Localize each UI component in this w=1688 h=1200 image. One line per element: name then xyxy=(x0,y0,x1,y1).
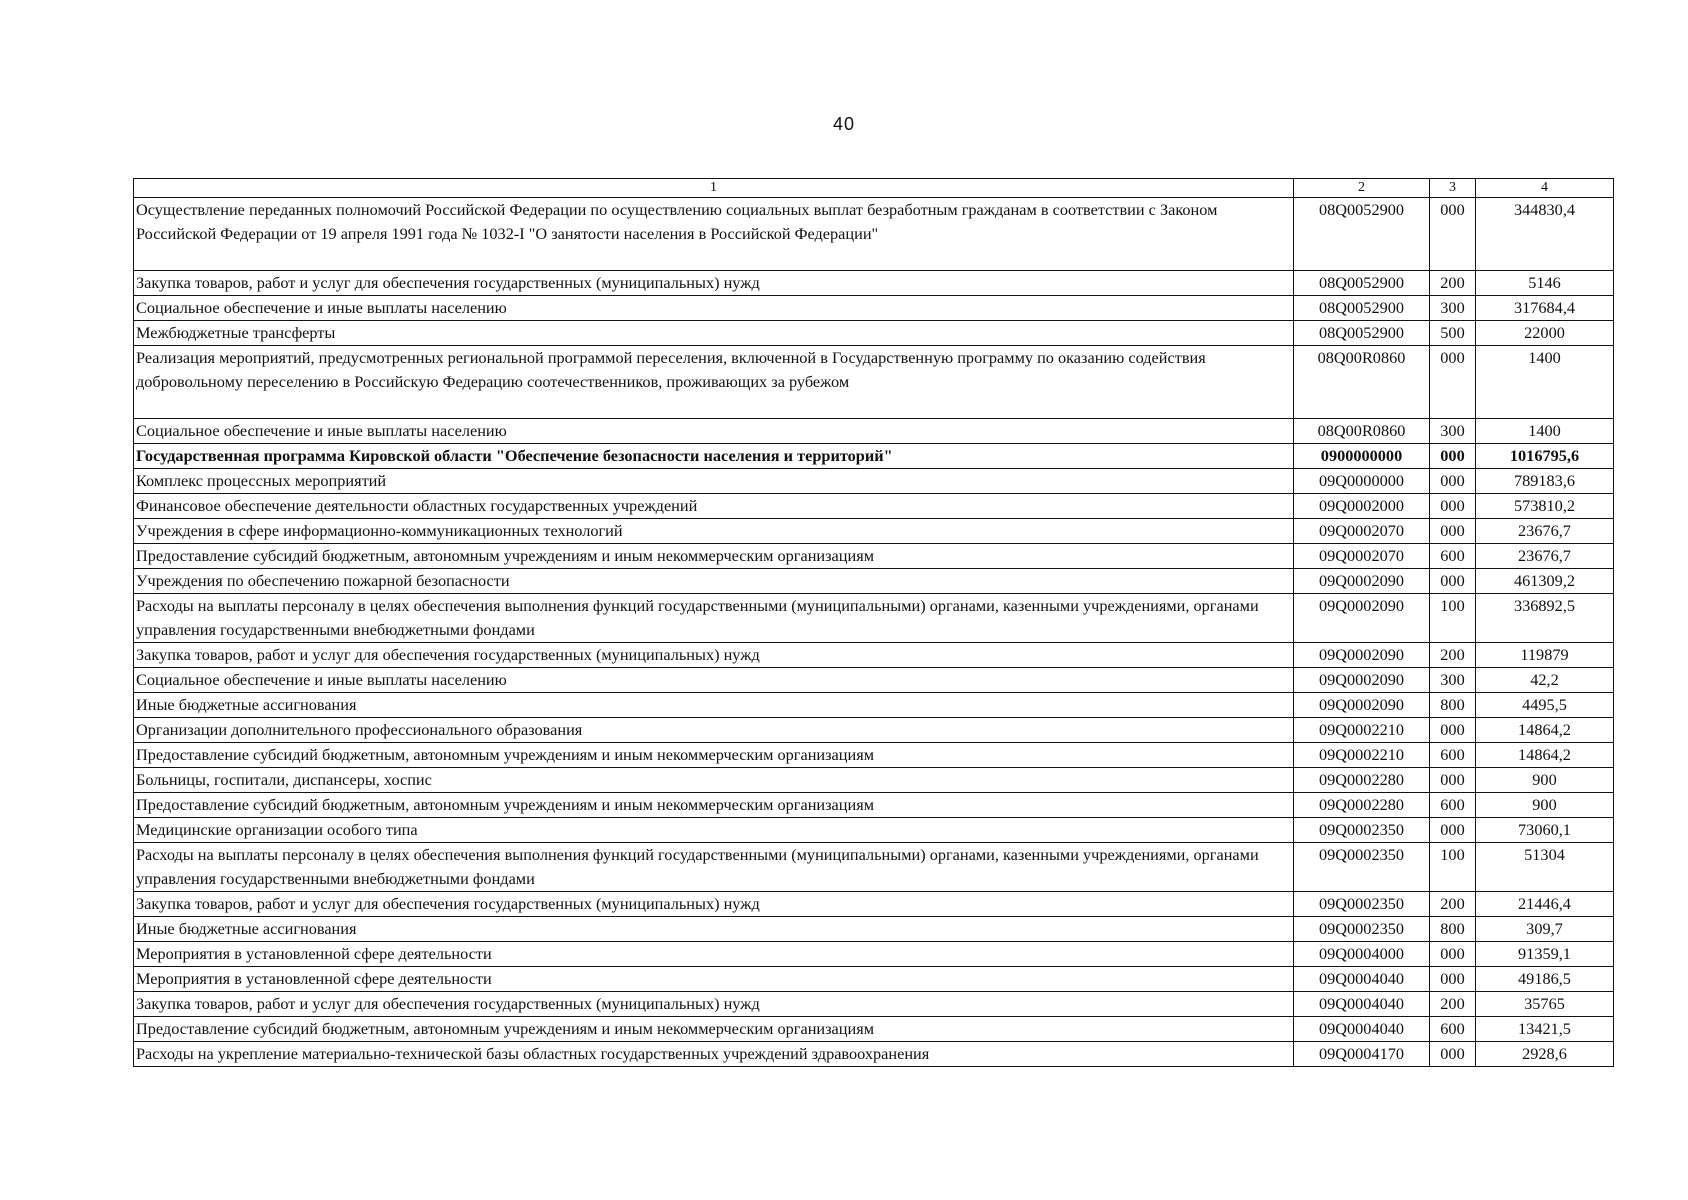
header-cell-2: 2 xyxy=(1294,179,1430,198)
table-row xyxy=(134,668,1614,693)
row-name: Комплекс процессных мероприятий xyxy=(134,469,1294,494)
table-row xyxy=(134,271,1614,296)
row-kind: 300 xyxy=(1430,419,1476,444)
row-name: Предоставление субсидий бюджетным, автономным учреждениям и иным некоммерческим организациям xyxy=(134,743,1294,768)
row-code: 09Q0002280 xyxy=(1294,793,1430,818)
row-amount: 91359,1 xyxy=(1476,942,1614,967)
page-number: 40 xyxy=(832,114,856,134)
row-name: Расходы на выплаты персоналу в целях обеспечения выполнения функций государственными (муниципальными) органами, казенными учреждениями, органами управления государственными внебюджетными фондами xyxy=(134,843,1294,892)
row-kind: 000 xyxy=(1430,519,1476,544)
table-row xyxy=(134,917,1614,942)
table-row xyxy=(134,444,1614,469)
row-name: Социальное обеспечение и иные выплаты населению xyxy=(134,296,1294,321)
row-amount: 51304 xyxy=(1476,843,1614,892)
header-cell-3: 3 xyxy=(1430,179,1476,198)
row-code: 09Q0000000 xyxy=(1294,469,1430,494)
row-kind: 000 xyxy=(1430,494,1476,519)
row-name: Закупка товаров, работ и услуг для обеспечения государственных (муниципальных) нужд xyxy=(134,643,1294,668)
table-row xyxy=(134,321,1614,346)
row-kind: 000 xyxy=(1430,569,1476,594)
row-name: Предоставление субсидий бюджетным, автономным учреждениям и иным некоммерческим организациям xyxy=(134,793,1294,818)
table-row xyxy=(134,643,1614,668)
row-code: 09Q0002090 xyxy=(1294,668,1430,693)
row-amount: 23676,7 xyxy=(1476,544,1614,569)
row-code: 09Q0002350 xyxy=(1294,818,1430,843)
row-amount: 461309,2 xyxy=(1476,569,1614,594)
table-row xyxy=(134,594,1614,643)
row-code: 09Q0004040 xyxy=(1294,1017,1430,1042)
row-code: 09Q0002090 xyxy=(1294,693,1430,718)
row-name: Закупка товаров, работ и услуг для обеспечения государственных (муниципальных) нужд xyxy=(134,271,1294,296)
row-name: Иные бюджетные ассигнования xyxy=(134,693,1294,718)
row-code: 09Q0004170 xyxy=(1294,1042,1430,1067)
row-name: Реализация мероприятий, предусмотренных региональной программой переселения, включенной в Государственную программу по оказанию содействия добровольному переселению в Российскую Федерацию соотечественников, проживающих за рубежом xyxy=(134,346,1294,419)
row-kind: 800 xyxy=(1430,917,1476,942)
row-kind: 000 xyxy=(1430,198,1476,271)
row-code: 09Q0002090 xyxy=(1294,594,1430,643)
row-name: Осуществление переданных полномочий Российской Федерации по осуществлению социальных выплат безработным гражданам в соответствии с Законом Российской Федерации от 19 апреля 1991 года № 1032-I "О занятости населения в Российской Федерации" xyxy=(134,198,1294,271)
table-row xyxy=(134,892,1614,917)
row-name: Межбюджетные трансферты xyxy=(134,321,1294,346)
row-kind: 000 xyxy=(1430,818,1476,843)
row-code: 09Q0002070 xyxy=(1294,519,1430,544)
table-row xyxy=(134,818,1614,843)
row-kind: 200 xyxy=(1430,992,1476,1017)
row-name: Больницы, госпитали, диспансеры, хоспис xyxy=(134,768,1294,793)
row-kind: 000 xyxy=(1430,1042,1476,1067)
row-kind: 000 xyxy=(1430,768,1476,793)
row-kind: 600 xyxy=(1430,1017,1476,1042)
row-kind: 000 xyxy=(1430,942,1476,967)
row-kind: 600 xyxy=(1430,793,1476,818)
table-row xyxy=(134,346,1614,419)
row-name: Социальное обеспечение и иные выплаты населению xyxy=(134,668,1294,693)
table-row xyxy=(134,718,1614,743)
table-row xyxy=(134,544,1614,569)
row-amount: 23676,7 xyxy=(1476,519,1614,544)
row-name: Социальное обеспечение и иные выплаты населению xyxy=(134,419,1294,444)
row-amount: 317684,4 xyxy=(1476,296,1614,321)
row-amount: 1016795,6 xyxy=(1476,444,1614,469)
row-name: Учреждения по обеспечению пожарной безопасности xyxy=(134,569,1294,594)
row-code: 08Q00R0860 xyxy=(1294,346,1430,419)
row-amount: 309,7 xyxy=(1476,917,1614,942)
table-row xyxy=(134,569,1614,594)
row-code: 0900000000 xyxy=(1294,444,1430,469)
row-code: 08Q0052900 xyxy=(1294,321,1430,346)
row-kind: 300 xyxy=(1430,296,1476,321)
table-row xyxy=(134,1042,1614,1067)
row-name: Финансовое обеспечение деятельности областных государственных учреждений xyxy=(134,494,1294,519)
table-row xyxy=(134,843,1614,892)
row-name: Мероприятия в установленной сфере деятельности xyxy=(134,967,1294,992)
row-kind: 200 xyxy=(1430,643,1476,668)
row-amount: 14864,2 xyxy=(1476,718,1614,743)
row-amount: 73060,1 xyxy=(1476,818,1614,843)
row-code: 08Q00R0860 xyxy=(1294,419,1430,444)
table-row xyxy=(134,296,1614,321)
row-code: 09Q0002210 xyxy=(1294,718,1430,743)
row-kind: 000 xyxy=(1430,469,1476,494)
row-name: Учреждения в сфере информационно-коммуникационных технологий xyxy=(134,519,1294,544)
table-row xyxy=(134,519,1614,544)
table-row xyxy=(134,992,1614,1017)
row-amount: 21446,4 xyxy=(1476,892,1614,917)
table-row xyxy=(134,768,1614,793)
budget-table xyxy=(133,178,1614,1067)
row-code: 09Q0002090 xyxy=(1294,643,1430,668)
row-code: 08Q0052900 xyxy=(1294,271,1430,296)
row-kind: 100 xyxy=(1430,594,1476,643)
row-kind: 000 xyxy=(1430,346,1476,419)
row-amount: 22000 xyxy=(1476,321,1614,346)
row-kind: 600 xyxy=(1430,743,1476,768)
header-row xyxy=(134,179,1614,198)
row-code: 09Q0002350 xyxy=(1294,917,1430,942)
row-amount: 42,2 xyxy=(1476,668,1614,693)
row-amount: 14864,2 xyxy=(1476,743,1614,768)
row-name: Предоставление субсидий бюджетным, автономным учреждениям и иным некоммерческим организациям xyxy=(134,1017,1294,1042)
row-name: Организации дополнительного профессионального образования xyxy=(134,718,1294,743)
row-code: 09Q0004000 xyxy=(1294,942,1430,967)
row-code: 09Q0004040 xyxy=(1294,967,1430,992)
row-name: Государственная программа Кировской области "Обеспечение безопасности населения и территорий" xyxy=(134,444,1294,469)
row-name: Медицинские организации особого типа xyxy=(134,818,1294,843)
row-name: Иные бюджетные ассигнования xyxy=(134,917,1294,942)
row-name: Расходы на выплаты персоналу в целях обеспечения выполнения функций государственными (муниципальными) органами, казенными учреждениями, органами управления государственными внебюджетными фондами xyxy=(134,594,1294,643)
table-row xyxy=(134,693,1614,718)
header-cell-4: 4 xyxy=(1476,179,1614,198)
row-kind: 100 xyxy=(1430,843,1476,892)
row-name: Закупка товаров, работ и услуг для обеспечения государственных (муниципальных) нужд xyxy=(134,992,1294,1017)
row-kind: 000 xyxy=(1430,967,1476,992)
row-kind: 600 xyxy=(1430,544,1476,569)
table-row xyxy=(134,743,1614,768)
table-row xyxy=(134,942,1614,967)
row-code: 08Q0052900 xyxy=(1294,198,1430,271)
table-row xyxy=(134,469,1614,494)
row-kind: 300 xyxy=(1430,668,1476,693)
row-kind: 000 xyxy=(1430,444,1476,469)
row-code: 09Q0002280 xyxy=(1294,768,1430,793)
row-kind: 800 xyxy=(1430,693,1476,718)
table-row xyxy=(134,198,1614,271)
row-amount: 900 xyxy=(1476,793,1614,818)
row-amount: 789183,6 xyxy=(1476,469,1614,494)
row-amount: 2928,6 xyxy=(1476,1042,1614,1067)
row-amount: 4495,5 xyxy=(1476,693,1614,718)
row-code: 08Q0052900 xyxy=(1294,296,1430,321)
table-row xyxy=(134,967,1614,992)
row-code: 09Q0004040 xyxy=(1294,992,1430,1017)
table-row xyxy=(134,419,1614,444)
row-code: 09Q0002350 xyxy=(1294,843,1430,892)
table-row xyxy=(134,793,1614,818)
row-amount: 900 xyxy=(1476,768,1614,793)
row-amount: 573810,2 xyxy=(1476,494,1614,519)
row-amount: 5146 xyxy=(1476,271,1614,296)
row-kind: 200 xyxy=(1430,892,1476,917)
row-code: 09Q0002090 xyxy=(1294,569,1430,594)
row-name: Закупка товаров, работ и услуг для обеспечения государственных (муниципальных) нужд xyxy=(134,892,1294,917)
row-amount: 35765 xyxy=(1476,992,1614,1017)
row-name: Мероприятия в установленной сфере деятельности xyxy=(134,942,1294,967)
row-amount: 1400 xyxy=(1476,419,1614,444)
row-amount: 49186,5 xyxy=(1476,967,1614,992)
row-code: 09Q0002000 xyxy=(1294,494,1430,519)
table-row xyxy=(134,494,1614,519)
row-code: 09Q0002070 xyxy=(1294,544,1430,569)
row-code: 09Q0002350 xyxy=(1294,892,1430,917)
table-body xyxy=(134,198,1614,1067)
row-amount: 336892,5 xyxy=(1476,594,1614,643)
row-amount: 13421,5 xyxy=(1476,1017,1614,1042)
row-amount: 1400 xyxy=(1476,346,1614,419)
row-amount: 119879 xyxy=(1476,643,1614,668)
row-name: Расходы на укрепление материально-технической базы областных государственных учреждений здравоохранения xyxy=(134,1042,1294,1067)
row-name: Предоставление субсидий бюджетным, автономным учреждениям и иным некоммерческим организациям xyxy=(134,544,1294,569)
row-code: 09Q0002210 xyxy=(1294,743,1430,768)
row-amount: 344830,4 xyxy=(1476,198,1614,271)
row-kind: 200 xyxy=(1430,271,1476,296)
table-row xyxy=(134,1017,1614,1042)
header-cell-1: 1 xyxy=(134,179,1294,198)
row-kind: 000 xyxy=(1430,718,1476,743)
row-kind: 500 xyxy=(1430,321,1476,346)
